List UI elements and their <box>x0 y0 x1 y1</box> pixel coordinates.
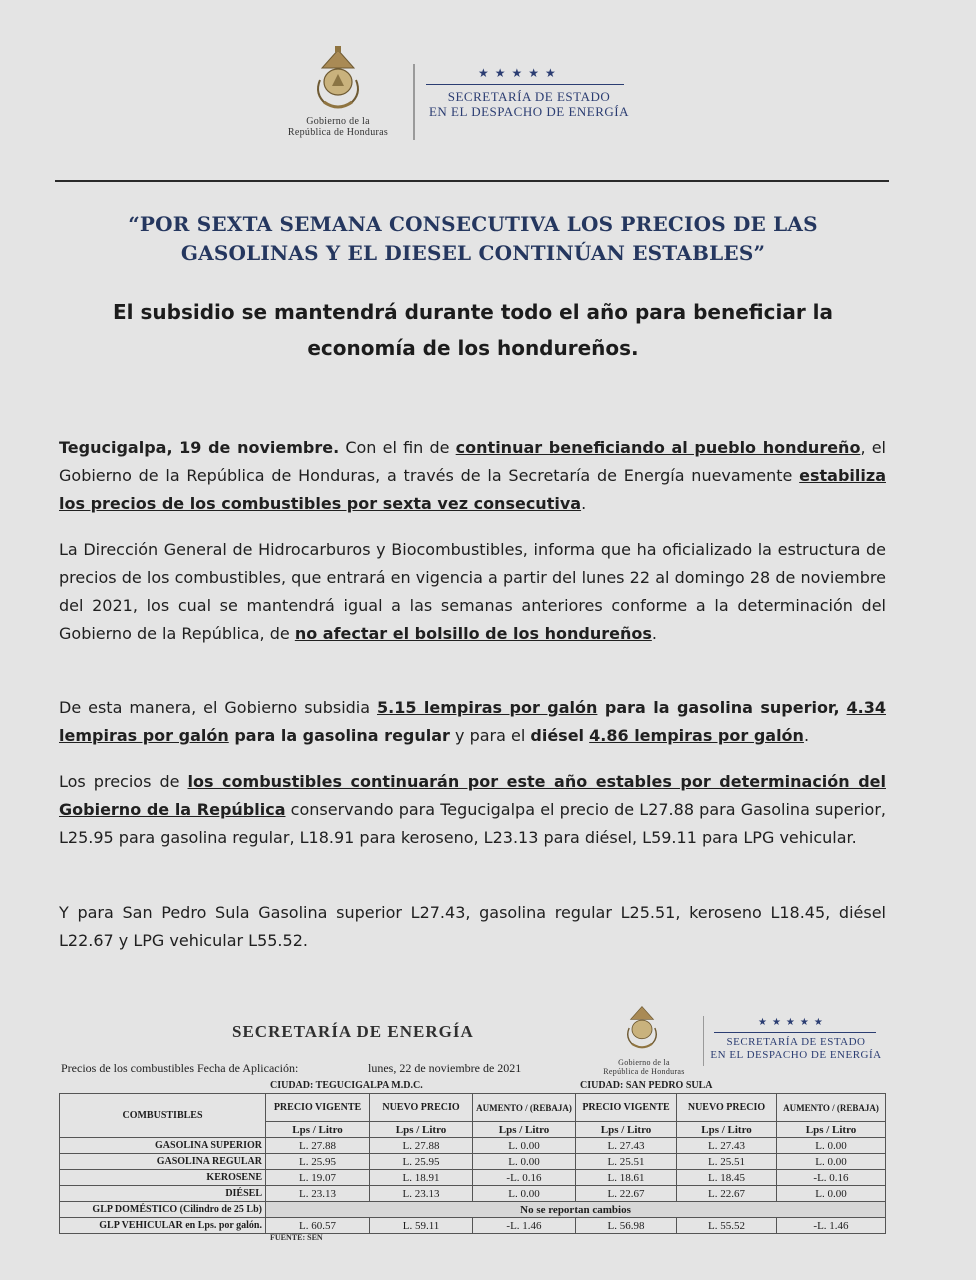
secretaria-small-line1: SECRETARÍA DE ESTADO <box>726 1036 866 1048</box>
p2-text2: . <box>651 624 657 643</box>
table-row <box>60 1170 886 1186</box>
fuel-name: DIÉSEL <box>60 1186 266 1202</box>
change-cell: L. 0.00 <box>473 1186 576 1202</box>
honduras-coat-of-arms-small-icon <box>622 1000 662 1056</box>
fuel-name: KEROSENE <box>60 1170 266 1186</box>
p3-text2 <box>840 698 847 717</box>
price-cell: L. 56.98 <box>576 1218 677 1234</box>
price-cell: L. 22.67 <box>677 1186 777 1202</box>
p3-bold2: para la gasolina regular <box>228 726 450 745</box>
secretaria-underline <box>426 84 624 85</box>
unit-cell: Lps / Litro <box>266 1122 370 1138</box>
honduras-coat-of-arms-icon <box>310 46 366 114</box>
secretaria-line2: EN EL DESPACHO DE ENERGÍA <box>428 104 630 119</box>
change-cell: -L. 1.46 <box>777 1218 886 1234</box>
p3-text3: y para el <box>449 726 531 745</box>
fuel-name: GLP VEHICULAR en Lps. por galón. <box>60 1218 266 1234</box>
col-vigente-sps: PRECIO VIGENTE <box>576 1094 677 1122</box>
p4-emphasis1: los combustibles continuarán por este año estables por determinación del Gobierno de la República <box>59 772 886 819</box>
secretaria-small-underline <box>714 1032 876 1033</box>
subheadline <box>60 294 886 366</box>
price-cell: L. 25.51 <box>576 1154 677 1170</box>
price-cell: L. 22.67 <box>576 1186 677 1202</box>
paragraph-3 <box>59 694 886 750</box>
subheadline-line1: El subsidio se mantendrá durante todo el año para beneficiar la <box>113 300 833 324</box>
secretaria-line1: SECRETARÍA DE ESTADO <box>447 89 611 104</box>
p3-emphasis3: 4.86 lempiras por galón <box>589 726 804 745</box>
change-cell: L. 0.00 <box>777 1186 886 1202</box>
price-cell: L. 25.95 <box>266 1154 370 1170</box>
secretaria-label <box>424 89 634 119</box>
gov-label <box>266 116 410 138</box>
price-cell: L. 55.52 <box>677 1218 777 1234</box>
p1-emphasis2: estabiliza los precios de los combustibles por sexta vez consecutiva <box>59 466 886 513</box>
table-section-title: SECRETARÍA DE ENERGÍA <box>232 1022 474 1041</box>
p1-text2: , el Gobierno de la República de Honduras, a través de la Secretaría de Energía nuevamente <box>59 438 887 485</box>
change-cell: L. 0.00 <box>777 1138 886 1154</box>
unit-cell: Lps / Litro <box>473 1122 576 1138</box>
price-cell: L. 23.13 <box>266 1186 370 1202</box>
p3-text5: . <box>803 726 810 745</box>
fecha-label: Precios de los combustibles Fecha de Aplicación: <box>61 1061 299 1075</box>
gov-label-small <box>594 1058 694 1076</box>
p3-bold3: diésel <box>530 726 585 745</box>
fuel-name: GASOLINA REGULAR <box>60 1154 266 1170</box>
fuel-name: GLP DOMÉSTICO (Cilindro de 25 Lb) <box>60 1202 266 1218</box>
price-cell: L. 18.45 <box>677 1170 777 1186</box>
source-note: FUENTE: SEN <box>270 1233 323 1242</box>
p1-text3: . <box>581 494 587 513</box>
table-row <box>60 1218 886 1234</box>
price-cell: L. 23.13 <box>370 1186 473 1202</box>
secretaria-small-label <box>708 1036 884 1062</box>
p3-emphasis2: 4.34 lempiras por galón <box>59 698 886 745</box>
gov-label-small-line1: Gobierno de la <box>618 1058 670 1067</box>
paragraph-2 <box>59 536 886 648</box>
table-row <box>60 1186 886 1202</box>
p2-text1: La Dirección General de Hidrocarburos y Biocombustibles, informa que ha oficializado la estructura de precios de los combustibles, que entrará en vigencia a partir del lunes 22 al domingo 28 de noviembre del 2021, los cual se mantendrá igual a las semanas anteriores conforme a la determinación del Gobierno de la República, de <box>59 540 886 643</box>
p3-text1: De esta manera, el Gobierno subsidia <box>59 698 377 717</box>
fuel-name: GASOLINA SUPERIOR <box>60 1138 266 1154</box>
col-nuevo-teg: NUEVO PRECIO <box>370 1094 473 1122</box>
price-cell: L. 19.07 <box>266 1170 370 1186</box>
paragraph-1 <box>59 434 886 518</box>
p4-text2: conservando para Tegucigalpa el precio de L27.88 para Gasolina superior, L25.95 para gasolina regular, L18.91 para keroseno, L23.13 para diésel, L59.11 para LPG vehicular. <box>59 800 886 847</box>
change-cell: L. 0.00 <box>777 1154 886 1170</box>
unit-cell: Lps / Litro <box>576 1122 677 1138</box>
col-aumento-sps: AUMENTO / (REBAJA) <box>777 1094 886 1122</box>
fuel-price-table <box>59 1093 886 1234</box>
city-tegucigalpa: CIUDAD: TEGUCIGALPA M.D.C. <box>270 1080 423 1091</box>
stars-small-icon: ★★★★★ <box>758 1017 828 1028</box>
city-san-pedro-sula: CIUDAD: SAN PEDRO SULA <box>580 1080 713 1091</box>
no-changes-cell: No se reportan cambios <box>266 1202 886 1218</box>
gov-label-line2: República de Honduras <box>287 127 389 138</box>
fecha-value: lunes, 22 de noviembre de 2021 <box>368 1061 522 1075</box>
price-cell: L. 59.11 <box>370 1218 473 1234</box>
p4-text1: Los precios de <box>59 772 188 791</box>
change-cell: L. 0.00 <box>473 1138 576 1154</box>
secretaria-small-line2: EN EL DESPACHO DE ENERGÍA <box>710 1049 882 1061</box>
p3-emphasis1: 5.15 lempiras por galón <box>377 698 598 717</box>
header-rule <box>55 180 889 182</box>
price-cell: L. 18.61 <box>576 1170 677 1186</box>
headline <box>60 210 886 268</box>
change-cell: -L. 1.46 <box>473 1218 576 1234</box>
col-aumento-teg: AUMENTO / (REBAJA) <box>473 1094 576 1122</box>
p3-bold1: para la gasolina superior, <box>597 698 840 717</box>
table-header-divider <box>703 1016 704 1066</box>
headline-line2: GASOLINAS Y EL DIESEL CONTINÚAN ESTABLES” <box>180 241 766 265</box>
header-divider <box>413 64 415 140</box>
paragraph-4 <box>59 768 886 852</box>
p2-emphasis1: no afectar el bolsillo de los hondureños <box>294 624 652 643</box>
subheadline-line2: economía de los hondureños. <box>307 336 639 360</box>
price-cell: L. 18.91 <box>370 1170 473 1186</box>
dateline: Tegucigalpa, 19 de noviembre. <box>59 438 340 457</box>
p1-emphasis1: continuar beneficiando al pueblo hondureño <box>455 438 861 457</box>
table-row <box>60 1202 886 1218</box>
headline-line1: “POR SEXTA SEMANA CONSECUTIVA LOS PRECIOS DE LAS <box>128 212 818 236</box>
price-cell: L. 25.95 <box>370 1154 473 1170</box>
price-cell: L. 60.57 <box>266 1218 370 1234</box>
unit-cell: Lps / Litro <box>777 1122 886 1138</box>
change-cell: -L. 0.16 <box>473 1170 576 1186</box>
change-cell: -L. 0.16 <box>777 1170 886 1186</box>
paragraph-5: Y para San Pedro Sula Gasolina superior L27.43, gasolina regular L25.51, keroseno L18.45, diésel L22.67 y LPG vehicular L55.52. <box>59 903 886 950</box>
table-row <box>60 1154 886 1170</box>
price-cell: L. 27.88 <box>266 1138 370 1154</box>
unit-cell: Lps / Litro <box>370 1122 473 1138</box>
price-cell: L. 27.88 <box>370 1138 473 1154</box>
col-nuevo-sps: NUEVO PRECIO <box>677 1094 777 1122</box>
stars-icon: ★★★★★ <box>478 66 562 80</box>
unit-cell: Lps / Litro <box>677 1122 777 1138</box>
table-row <box>60 1138 886 1154</box>
table-header-row <box>60 1094 886 1122</box>
price-cell: L. 27.43 <box>576 1138 677 1154</box>
col-combustibles: COMBUSTIBLES <box>60 1094 266 1138</box>
price-cell: L. 27.43 <box>677 1138 777 1154</box>
change-cell: L. 0.00 <box>473 1154 576 1170</box>
price-cell: L. 25.51 <box>677 1154 777 1170</box>
gov-label-small-line2: República de Honduras <box>603 1067 685 1076</box>
gov-label-line1: Gobierno de la <box>306 116 370 127</box>
col-vigente-teg: PRECIO VIGENTE <box>266 1094 370 1122</box>
p1-text1: Con el fin de <box>339 438 456 457</box>
